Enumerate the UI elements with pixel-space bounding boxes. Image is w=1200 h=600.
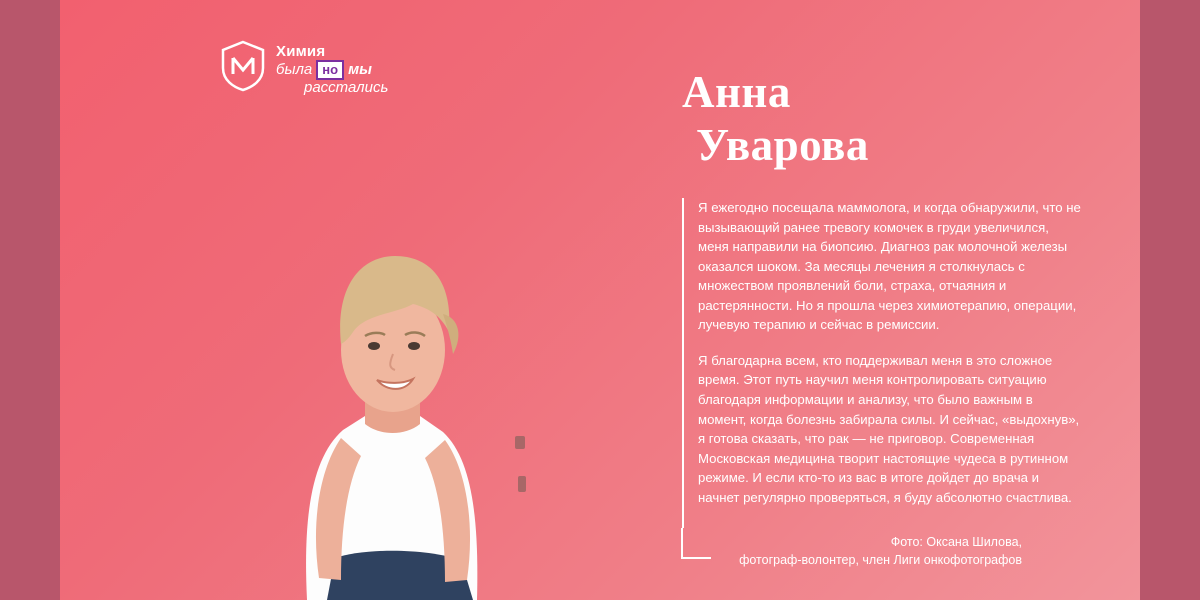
first-name: Анна [682, 67, 791, 117]
logo-line-3: расстались [304, 78, 389, 96]
last-name: Уварова [696, 120, 869, 171]
photo-credit-line-1: Фото: Оксана Шилова, [890, 534, 1022, 549]
portrait-photo [215, 118, 560, 600]
quote-tail-icon [681, 528, 713, 566]
photo-credit-line-2: фотограф-волонтер, член Лиги онкофотографов [739, 553, 1022, 568]
photo-credit [739, 533, 1022, 571]
quote-block [682, 198, 1082, 507]
quote-paragraph-2: Я благодарна всем, кто поддерживал меня в это сложное время. Этот путь научил меня контролировать ситуацию благодаря информации и анализу, что было важным в момент, когда болезнь забирала силы. И сейчас, «выдохнув», я готова сказать, что рак — не приговор. Современная Московская медицина творит настоящие чудеса в рутинном режиме. И если кто-то из вас в итоге дойдет до врача и начнет регулярно проверяться, я буду абсолютно счастлива. [698, 352, 1080, 505]
quote-rule [682, 198, 684, 528]
logo-line-1: Химия [276, 43, 326, 60]
logo-wordmark [276, 40, 388, 96]
poster-card [60, 0, 1140, 600]
logo [220, 40, 388, 96]
logo-line-2 [276, 60, 388, 80]
logo-word-my: мы [348, 60, 372, 78]
logo-badge-no: но [316, 60, 344, 80]
logo-word-byla: была [276, 60, 313, 78]
portrait-illustration [215, 118, 560, 600]
quote-paragraph-1: Я ежегодно посещала маммолога, и когда обнаружили, что не вызывающий ранее тревогу комочек в груди увеличился, меня направили на биопсию. Диагноз рак молочной железы оказался шоком. За месяцы лечения я столкнулась с множеством проявлений боли, страха, отчаяния и растерянности. Но я прошла через химиотерапию, операции, лучевую терапию и сейчас в ремиссии. [698, 200, 1081, 333]
page-title [682, 66, 1082, 172]
heart-monogram-icon [220, 40, 266, 92]
text-column [682, 66, 1082, 523]
